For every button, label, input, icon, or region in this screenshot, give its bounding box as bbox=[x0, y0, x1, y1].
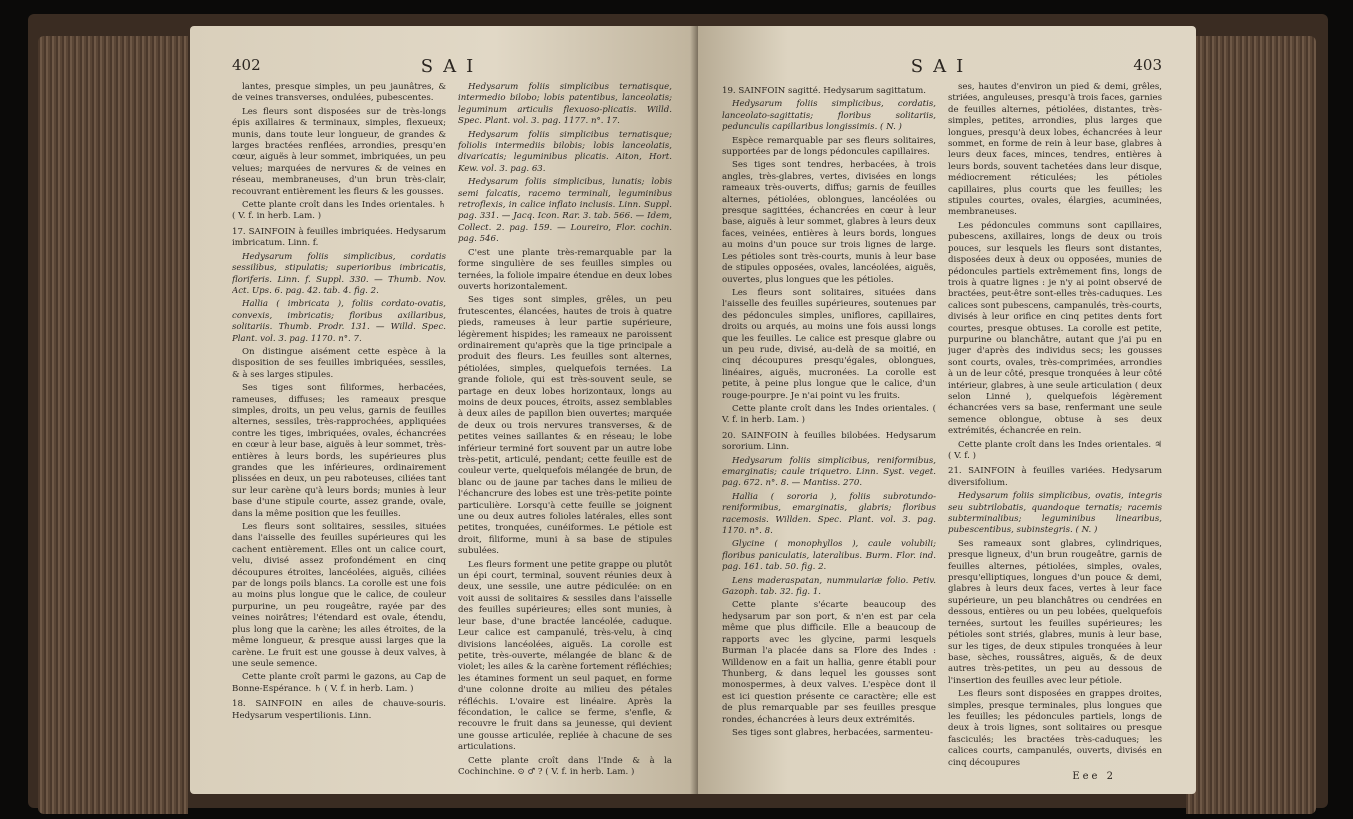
column-1 bbox=[232, 82, 446, 782]
paragraph: On distingue aisément cette espèce à la disposition de ses feuilles imbriquées, sessiles, & à ses larges stipules. bbox=[232, 346, 446, 380]
paragraph: Ses rameaux sont glabres, cylindriques, presque ligneux, d'un brun rougeâtre, garnis de feuilles alternes, pétiolées, simples, ovales, presqu'elliptiques, longues d'un pouce & demi, glabres à leurs deux faces, vertes à leur face supérieure, un peu blanchâtres ou cendrées en dessous, entières ou un peu lobées, quelquefois ternées, surtout les feuilles supérieures; les pétioles sont striés, glabres, munis à leur base, sur les tiges, de deux stipules tronquées à leur base, sèches, roussâtres, aiguës, & de deux autres très-petites, un peu au dessous de l'insertion des feuilles avec leur pétiole. bbox=[948, 538, 1162, 686]
column-2 bbox=[948, 82, 1162, 782]
paragraph: 18. SAINFOIN en ailes de chauve-souris. Hedysarum vespertilionis. Linn. bbox=[232, 699, 446, 721]
paragraph: Cette plante croît dans l'Inde & à la Cochinchine. ⊙ ♂ ? ( V. f. in herb. Lam. ) bbox=[458, 755, 672, 777]
signature-mark: Eee 2 bbox=[1072, 771, 1116, 782]
paragraph: Les fleurs sont disposées en grappes droites, simples, presque terminales, plus longues que les feuilles; les pédoncules partiels, longs de deux à trois lignes, sont solitaires ou presque fasciculés; les bractées très-caduques; les calices courts, campanulés, ouverts, divisés en cinq découpures bbox=[948, 689, 1162, 768]
paragraph: Cette plante croît parmi le gazons, au Cap de Bonne-Espérance. ♄ ( V. f. in herb. Lam. ) bbox=[232, 672, 446, 694]
paragraph: ses, hautes d'environ un pied & demi, grêles, striées, anguleuses, presqu'à trois faces, garnies de feuilles alternes, pétiolées, distantes, très-simples, petites, arrondies, plus larges que longues, presqu'à deux lobes, échancrées à leur sommet, en forme de rein à leur base, glabres à leurs deux faces, minces, tendres, entières à leurs bords, souvent tachetées dans leur disque, médiocrement réticulées; les pétioles capillaires, plus courts que les feuilles; les stipules courtes, ovales, élargies, acuminées, membraneuses. bbox=[948, 82, 1162, 218]
paragraph: 17. SAINFOIN à feuilles imbriquées. Hedysarum imbricatum. Linn. f. bbox=[232, 226, 446, 249]
paragraph: 19. SAINFOIN sagitté. Hedysarum sagittatum. bbox=[722, 86, 926, 96]
paragraph: Hedysarum foliis simplicibus, cordatis sessilibus, stipulatis; superioribus imbricatis, floriferis. Linn. f. Suppl. 330. — Thumb. Nov. Act. Ups. 6. pag. 42. tab. 4. fig. 2. bbox=[232, 251, 446, 296]
paragraph: Les fleurs forment une petite grappe ou plutôt un épi court, terminal, souvent réunies deux à deux, une sessile, une autre pédiculée: on en voit aussi de solitaires & sessiles dans l'aisselle des feuilles supérieures; elles sont munies, à leur base, d'une bractée lancéolée, caduque. Leur calice est campanulé, très-velu, à cinq divisions lancéolées, aiguës. La corolle est petite, très-ouverte, mélangée de blanc & de violet; les ailes & la carène fortement réfléchies; les étamines forment un seul paquet, en forme d'une colonne droite au milieu des pétales réfléchis. L'ovaire est linéaire. Après la fécondation, le calice se ferme, s'enfle, & recouvre le fruit dans sa jeunesse, qui devient une gousse articulée, repliée à chacune de ses articulations. bbox=[458, 559, 672, 753]
paragraph: Hallia ( sororia ), foliis subrotundo-reniformibus, emarginatis, glabris; floribus racemosis. Willden. Spec. Plant. vol. 3. pag. 1170. n°. 8. bbox=[722, 491, 936, 537]
page-edges-right bbox=[1186, 36, 1316, 814]
paragraph: Lens maderaspatan, nummulariæ folio. Petiv. Gazoph. tab. 32. fig. 1. bbox=[722, 575, 936, 598]
paragraph: lantes, presque simples, un peu jaunâtres, & de veines transverses, ondulées, pubescentes. bbox=[232, 82, 446, 104]
paragraph: Cette plante croît dans les Indes orientales. ♄ ( V. f. in herb. Lam. ) bbox=[232, 200, 446, 222]
paragraph: Espèce remarquable par ses fleurs solitaires, supportées par de longs pédoncules capillaires. bbox=[722, 135, 936, 158]
paragraph: Glycine ( monophyllos ), caule volubili; floribus paniculatis, lateralibus. Burm. Flor. ind. pag. 161. tab. 50. fig. 2. bbox=[722, 539, 936, 573]
left-page-header bbox=[232, 56, 672, 82]
paragraph: Hedysarum foliis simplicibus, ovatis, integris seu subtrilobatis, quandoque ternatis; racemis subterminalibus; leguminibus linearibus, pubescentibus, subinstegris. ( N. ) bbox=[948, 491, 1162, 536]
left-page bbox=[190, 26, 698, 794]
running-head: SAI bbox=[420, 56, 484, 77]
paragraph: Cette plante croît dans les Indes orientales. ♃ ( V. f. ) bbox=[948, 439, 1162, 461]
paragraph: Les fleurs sont disposées sur de très-longs épis axillaires & terminaux, simples, flexueux; munis, dans toute leur longueur, de grandes & larges bractées renflées, arrondies, presqu'en cœur, aiguës à leur sommet, imbriquées, un peu velues; marquées de nervures & de veines en réseau, membraneuses, d'un brun très-clair, recouvrant entièrement les fleurs & les gousses. bbox=[232, 106, 446, 197]
paragraph: Ses tiges sont filiformes, herbacées, rameuses, diffuses; les rameaux presque simples, droits, un peu velus, garnis de feuilles alternes, sessiles, très-rapprochées, appliquées contre les tiges, imbriquées, ovales, échancrées en cœur à leur base, aiguës à leur sommet, très-entières à leurs bords, les supérieures plus grandes que les inférieures, ordinairement plissées en deux, un peu raboteuses, ciliées tant sur leur carène qu'à leurs bords; munies à leur base d'une stipule courte, assez grande, ovale, dans la même position que les feuilles. bbox=[232, 383, 446, 519]
paragraph: Hallia ( imbricata ), foliis cordato-ovatis, convexis, imbricatis; floribus axillaribus, solitariis. Thumb. Prodr. 131. — Willd. Spec. Plant. vol. 3. pag. 1170. n°. 7. bbox=[232, 299, 446, 344]
paragraph: Ses tiges sont simples, grêles, un peu frutescentes, élancées, hautes de trois à quatre pieds, rameuses à leur partie supérieure, légèrement hispides; les rameaux ne paroissent ordinairement qu'après que la tige principale a produit des fleurs. Les feuilles sont alternes, pétiolées, simples, quelquefois ternées. La grande foliole, qui est très-souvent seule, se partage en deux lobes horizontaux, longs au moins de deux pouces, étroits, assez semblables à deux ailes de papillon bien ouvertes; marquée de deux ou trois nervures transverses, & de petites veines saillantes & en réseau; le lobe inférieur terminé fort souvent par un autre lobe très-petit, articulé, pendant; cette feuille est de couleur verte, quelquefois mélangée de brun, de blanc ou de jaune par taches dans le milieu de l'échancrure des lobes est une très-petite pointe particulière. Lorsqu'à cette feuille se joignent une ou deux autres folioles latérales, elles sont petites, tronquées, cunéiformes. Le pétiole est droit, filiforme, muni à sa base de stipules subulées. bbox=[458, 295, 672, 557]
page-number: 402 bbox=[232, 56, 261, 74]
running-head: SAI bbox=[910, 56, 974, 77]
paragraph: Cette plante s'écarte beaucoup des hedysarum par son port, & n'en est par cela même que plus difficile. Elle a beaucoup de rapports avec les glycine, parmi lesquels Burman l'a placée dans sa Flore des Indes : Willdenow en a fait un hallia, genre établi pour Thunberg, & dans lequel les gousses sont monospermes, à deux valves. L'espèce dont il est ici question présente ce caractère; elle est de plus remarquable par ses feuilles presque rondes, échancrées à leurs deux extrémités. bbox=[722, 600, 936, 725]
paragraph: 20. SAINFOIN à feuilles bilobées. Hedysarum sororium. Linn. bbox=[722, 430, 936, 453]
right-page-header bbox=[722, 56, 1162, 82]
paragraph: Hedysarum foliis simplicibus, reniformibus, emarginatis; caule triquetro. Linn. Syst. veget. pag. 672. n°. 8. — Mantiss. 270. bbox=[722, 455, 936, 489]
page-edges-left bbox=[38, 36, 188, 814]
paragraph: Ses tiges sont glabres, herbacées, sarmenteu- bbox=[732, 727, 933, 738]
page-number: 403 bbox=[1133, 56, 1162, 74]
paragraph: Les fleurs sont solitaires, sessiles, situées dans l'aisselle des feuilles supérieures qui les cachent entièrement. Elles ont un calice court, velu, divisé assez profondément en cinq découpures étroites, lancéolées, aiguës, ciliées par de longs poils blancs. La corolle est une fois au moins plus longue que le calice, de couleur purpurine, un peu rougeâtre, rayée par des veines noirâtres; l'étendard est ovale, étendu, plus long que la carène; les ailes étroites, de la même longueur, & presque aussi larges que la carène. Le fruit est une gousse à deux valves, à une seule semence. bbox=[232, 522, 446, 669]
column-2 bbox=[458, 82, 672, 782]
paragraph: Les pédoncules communs sont capillaires, pubescens, axillaires, longs de deux ou trois pouces, sur lesquels les fleurs sont distantes, disposées deux à deux ou opposées, munies de pédoncules partiels extrêmement fins, longs de trois à quatre lignes : je n'y ai point observé de bractées, peut-être sont-elles très-caduques. Les calices sont pubescens, campanulés, très-courts, divisés à leur orifice en cinq petites dents fort courtes, presque obtuses. La corolle est petite, purpurine ou blanchâtre, autant que j'ai pu en juger d'après des individus secs; les gousses sont courts, ovales, très-comprimées, arrondies à un de leur côté, presque tronquées à leur côté intérieur, glabres, à une seule articulation ( deux selon Linné ), quelquefois légèrement échancrées vers sa base, renfermant une seule semence oblongue, obtuse à ses deux extrémités, échancrée en rein. bbox=[948, 220, 1162, 437]
paragraph: Hedysarum foliis simplicibus ternatisque; foliolis intermediis bilobis; lobis lanceolatis, divaricatis; leguminibus plicatis. Aiton, Hort. Kew. vol. 3. pag. 63. bbox=[458, 129, 672, 174]
paragraph: Hedysarum foliis simplicibus ternatisque, intermedio bilobo; lobis patentibus, lanceolatis; leguminum articulis flexuoso-plicatis. Willd. Spec. Plant. vol. 3. pag. 1177. n°. 17. bbox=[458, 82, 672, 127]
column-1 bbox=[722, 82, 936, 782]
paragraph: Hedysarum foliis simplicibus, lunatis; lobis semi falcatis, racemo terminali, leguminibus retroflexis, in calice inflato inclusis. Linn. Suppl. pag. 331. — Jacq. Icon. Rar. 3. tab. 566. — Idem, Collect. 2. pag. 159. — Loureiro, Flor. cochin. pag. 546. bbox=[458, 177, 672, 245]
paragraph: Hedysarum foliis simplicibus, cordatis, lanceolato-sagittatis; floribus solitariis, pedunculis capillaribus longissimis. ( N. ) bbox=[722, 99, 936, 133]
paragraph: Ses tiges sont tendres, herbacées, à trois angles, très-glabres, vertes, divisées en longs rameaux très-ouverts, diffus; garnis de feuilles alternes, pétiolées, oblongues, lancéolées ou presque sagittées, échancrées en cœur à leur base, aiguës à leur sommet, glabres à leurs deux faces, veinées, entières à leurs bords, longues au moins d'un pouce sur trois lignes de large. Les pétioles sont très-courts, munis à leur base de stipules opposées, ovales, lancéolées, aiguës, ouvertes, plus longues que les pétioles. bbox=[722, 160, 936, 285]
paragraph: 21. SAINFOIN à feuilles variées. Hedysarum diversifolium. bbox=[948, 466, 1162, 488]
paragraph: Les fleurs sont solitaires, situées dans l'aisselle des feuilles supérieures, soutenues par des pédoncules simples, uniflores, capillaires, droits ou arqués, au moins une fois aussi longs que les feuilles. Le calice est presque glabre ou un peu rude, divisé, au-delà de sa moitié, en cinq découpures presqu'égales, oblongues, linéaires, aiguës, mucronées. La corolle est petite, à peine plus longue que le calice, d'un rouge-pourpre. Je n'ai point vu les fruits. bbox=[722, 287, 936, 401]
right-page bbox=[698, 26, 1196, 794]
paragraph: C'est une plante très-remarquable par la forme singulière de ses feuilles simples ou ternées, la foliole impaire étendue en deux lobes ouverts horizontalement. bbox=[458, 247, 672, 292]
paragraph: Cette plante croît dans les Indes orientales. ( V. f. in herb. Lam. ) bbox=[722, 403, 936, 426]
